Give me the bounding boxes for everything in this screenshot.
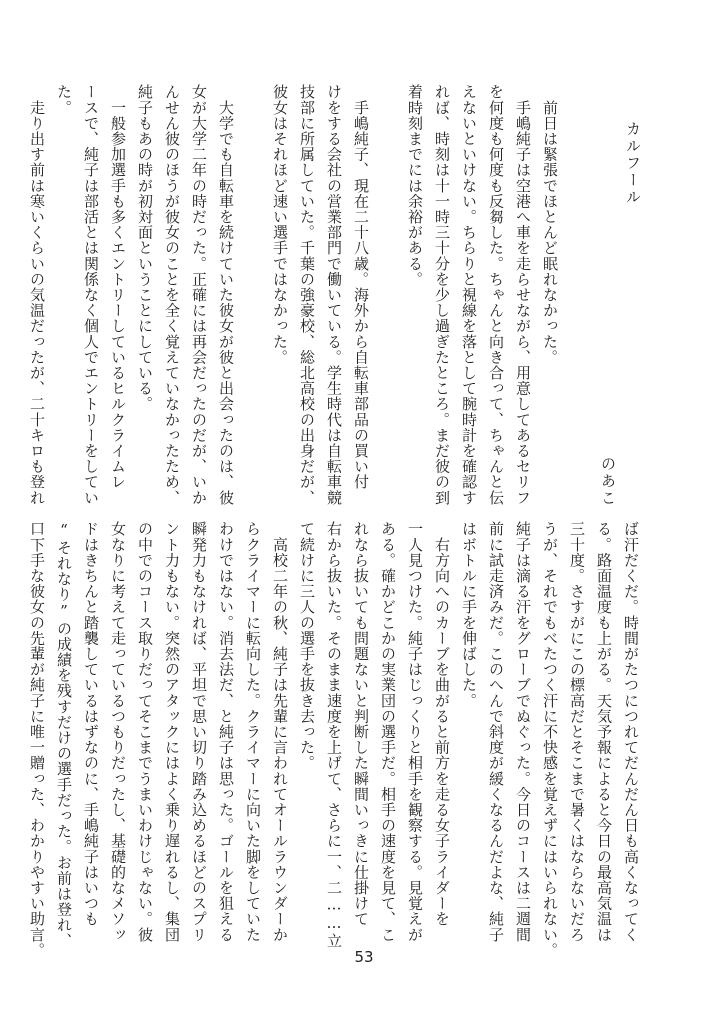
text-line: 三十度。さすがにこの標高だとそこまで暑くはならないだろ — [568, 521, 586, 943]
text-line — [590, 84, 617, 516]
text-line: 技部に所属していた。千葉の強豪校、総北高校の出身だが、 — [298, 84, 316, 506]
text-line — [563, 84, 590, 516]
text-line — [239, 84, 266, 516]
text-line — [617, 84, 644, 516]
text-line: けをする会社の営業部門で働いている。学生時代は自転車競 — [325, 84, 343, 506]
text-line: ば汗だくだ。時間がたつにつれてだんだん日も高くなってく — [622, 521, 640, 943]
text-line: 前に試走済みだ。このへんで斜度が緩くなるんだよな、純子 — [487, 521, 505, 943]
text-line: て続けに三人の選手を抜き去った。 — [298, 521, 316, 771]
text-line: ント力もない。突然のアタックにはよく乗り遅れるし、集団 — [163, 521, 181, 943]
text-line: た。 — [55, 84, 73, 116]
text-line: る。路面温度も上がる。天気予報によると今日の最高気温は — [595, 521, 613, 943]
text-line: 一般参加選手も多くエントリーしているヒルクライムレ — [109, 84, 127, 490]
text-line: れなら抜いても問題ないと判断した瞬間いっきに仕掛けて — [352, 521, 370, 927]
text-line: ドはきちんと踏襲しているはずなのに、手嶋純子はいつも — [82, 521, 100, 927]
text-line: れば、時刻は十一時三十分を少し過ぎたところ。まだ彼の到 — [433, 84, 451, 506]
text-line: らクライマーに転向した。クライマーに向いた脚をしていた — [244, 521, 262, 943]
text-line: 前日は緊張でほとんど眠れなかった。 — [541, 84, 559, 365]
text-line: “それなり”の成績を残すだけの選手だった。お前は登れ、 — [55, 521, 73, 949]
page-number: 53 — [354, 948, 374, 966]
text-line: 右方向へのカーブを曲がると前方を走る女子ライダーを — [433, 521, 451, 927]
text-line: 彼女はそれほど速い選手ではなかった。 — [271, 84, 289, 365]
text-line: 右から抜いた。そのまま速度を上げて、さらに一、二……立 — [325, 521, 343, 949]
text-line: 瞬発力もなければ、平坦で思い切り踏み込めるほどのスプリ — [190, 521, 208, 943]
author-name: のあこ — [599, 456, 617, 507]
text-line: 一人見つけた。純子はじっくりと相手を観察する。見覚えが — [406, 521, 424, 943]
text-line: 純子は滴る汗をグローブでぬぐった。今日のコースは二週間 — [514, 521, 532, 943]
text-line: 着時刻までには余裕がある。 — [406, 84, 424, 287]
text-line: ースで、純子は部活とは関係なく個人でエントリーをしてい — [82, 84, 100, 506]
text-line: を何度も何度も反芻した。ちゃんと向き合って、ちゃんと伝 — [487, 84, 505, 506]
text-line: 手嶋純子は空港へ車を走らせながら、用意してあるセリフ — [514, 84, 532, 506]
text-line: 高校二年の秋、純子は先輩に言われてオールラウンダーか — [271, 521, 289, 943]
text-line: 純子もあの時が初対面ということにしている。 — [136, 84, 154, 412]
text-line: ある。確かどこかの実業団の選手だ。相手の速度を見て、こ — [379, 521, 397, 943]
text-line: 女が大学二年の時だった。正確には再会だったのだが、いか — [190, 84, 208, 506]
text-line: はボトルに手を伸ばした。 — [460, 521, 478, 709]
text-line: えないといけない。ちらりと視線を落として腕時計を確認す — [460, 84, 478, 506]
text-line: 手嶋純子、現在二十八歳。海外から自転車部品の買い付 — [352, 84, 370, 490]
text-line: 走り出す前は寒いくらいの気温だったが、二十キロも登れ — [28, 84, 46, 506]
text-line: わけではない。消去法だ、と純子は思った。ゴールを狙える — [217, 521, 235, 943]
text-line: 女なりに考えて走っているつもりだったし、基礎的なメソッ — [109, 521, 127, 943]
text-line: うが、それでもべたつく汗に不快感を覚えずにはいられない。 — [541, 521, 559, 958]
story-title: カルフール — [624, 121, 642, 206]
text-line: んせん彼のほうが彼女のことを全く覚えていなかったため、 — [163, 84, 181, 506]
text-line: 大学でも自転車を続けていた彼女が彼と出会ったのは、彼 — [217, 84, 235, 506]
text-line: の中でのコース取りだってそこまでうまいわけじゃない。彼 — [136, 521, 154, 943]
text-line: 口下手な彼女の先輩が純子に唯一贈った、わかりやすい助言。 — [28, 521, 46, 958]
text-line — [374, 84, 401, 516]
upper-text-block — [28, 84, 644, 516]
